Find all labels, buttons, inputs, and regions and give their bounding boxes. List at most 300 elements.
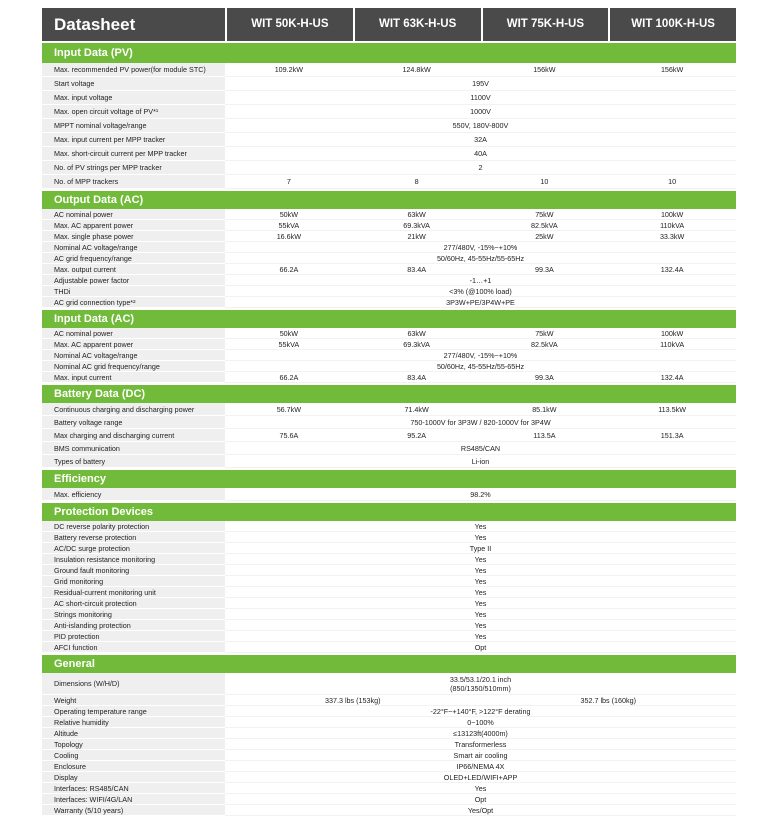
table-row (42, 576, 736, 587)
value-line: 2 (478, 163, 483, 172)
value-cell: 83.4A (353, 372, 481, 383)
value-cell-span (225, 783, 736, 794)
value-line: Yes (474, 577, 487, 586)
model-column-1: WIT 50K-H-US (225, 8, 353, 41)
value-line: Opt (474, 643, 487, 652)
value-cell-span (225, 761, 736, 772)
row-values (225, 717, 736, 728)
row-label: AC/DC surge protection (42, 543, 225, 554)
value-cell: 16.6kW (225, 231, 353, 242)
value-cell: 110kVA (608, 220, 736, 231)
row-values (225, 576, 736, 587)
table-row (42, 77, 736, 91)
value-cell: 63kW (353, 209, 481, 220)
value-line: 33.5/53.1/20.1 inch (449, 675, 512, 684)
row-values (225, 264, 736, 275)
value-cell-span (225, 488, 736, 501)
row-values (225, 147, 736, 161)
row-label: Max. open circuit voltage of PV*¹ (42, 105, 225, 119)
value-cell: 83.4A (353, 264, 481, 275)
datasheet-table (42, 8, 736, 816)
value-cell-span (225, 739, 736, 750)
row-label: Residual-current monitoring unit (42, 587, 225, 598)
row-values (225, 175, 736, 189)
row-label: Max. AC apparent power (42, 339, 225, 350)
table-row (42, 772, 736, 783)
row-values (225, 286, 736, 297)
row-values (225, 231, 736, 242)
row-values (225, 209, 736, 220)
value-line: 3P3W+PE/3P4W+PE (446, 298, 515, 307)
value-cell: 7 (225, 175, 353, 189)
table-row (42, 609, 736, 620)
row-values (225, 119, 736, 133)
row-label: AC grid frequency/range (42, 253, 225, 264)
table-row (42, 175, 736, 189)
value-cell-span (225, 91, 736, 105)
table-row (42, 673, 736, 695)
row-values (225, 403, 736, 416)
table-row (42, 521, 736, 532)
row-values (225, 706, 736, 717)
row-values (225, 739, 736, 750)
table-row (42, 739, 736, 750)
value-cell-span (225, 286, 736, 297)
table-row (42, 264, 736, 275)
row-label: Max charging and discharging current (42, 429, 225, 442)
row-values (225, 554, 736, 565)
value-line: 50/60Hz, 45-55Hz/55-65Hz (436, 254, 525, 263)
row-values (225, 429, 736, 442)
value-line: 550V, 180V-800V (452, 121, 509, 130)
row-values (225, 543, 736, 554)
value-line: Yes (474, 522, 487, 531)
row-values (225, 783, 736, 794)
row-label: Cooling (42, 750, 225, 761)
value-line: 277/480V, -15%~+10% (443, 351, 518, 360)
row-label: Dimensions (W/H/D) (42, 673, 225, 695)
value-line: Yes/Opt (467, 806, 494, 815)
value-cell: 50kW (225, 209, 353, 220)
value-cell: 156kW (608, 63, 736, 77)
table-row (42, 328, 736, 339)
row-values (225, 673, 736, 695)
row-label: Ground fault monitoring (42, 565, 225, 576)
value-line: <3% (@100% load) (449, 287, 512, 296)
value-cell-span (225, 642, 736, 653)
table-row (42, 554, 736, 565)
row-values (225, 565, 736, 576)
value-cell-span (225, 521, 736, 532)
value-line: 1100V (470, 93, 491, 102)
row-values (225, 761, 736, 772)
value-cell-half: 337.3 lbs (153kg) (225, 695, 481, 706)
row-label: Interfaces: RS485/CAN (42, 783, 225, 794)
value-cell-span (225, 772, 736, 783)
row-values (225, 77, 736, 91)
value-cell-span (225, 253, 736, 264)
row-values (225, 372, 736, 383)
row-label: AC short-circuit protection (42, 598, 225, 609)
value-cell-span (225, 598, 736, 609)
value-cell: 99.3A (481, 372, 609, 383)
row-label: Adjustable power factor (42, 275, 225, 286)
row-values (225, 532, 736, 543)
value-line: ≤13123ft(4000m) (453, 729, 508, 738)
value-cell: 69.3kVA (353, 220, 481, 231)
row-label: Topology (42, 739, 225, 750)
value-cell: 110kVA (608, 339, 736, 350)
model-column-3: WIT 75K-H-US (481, 8, 609, 41)
value-line: 750-1000V for 3P3W / 820-1000V for 3P4W (410, 418, 551, 427)
row-label: Enclosure (42, 761, 225, 772)
row-label: Operating temperature range (42, 706, 225, 717)
value-line: 32A (474, 135, 487, 144)
value-cell-span (225, 416, 736, 429)
row-label: THDi (42, 286, 225, 297)
value-cell-span (225, 620, 736, 631)
table-row (42, 339, 736, 350)
row-values (225, 220, 736, 231)
table-row (42, 532, 736, 543)
value-cell-span (225, 442, 736, 455)
value-line: Yes (474, 610, 487, 619)
table-row (42, 761, 736, 772)
row-label: Battery voltage range (42, 416, 225, 429)
value-line: OLED+LED/WIFI+APP (443, 773, 518, 782)
table-row (42, 91, 736, 105)
table-row (42, 133, 736, 147)
row-label: Anti-islanding protection (42, 620, 225, 631)
row-label: AC grid connection type*² (42, 297, 225, 308)
value-cell: 82.5kVA (481, 339, 609, 350)
value-cell: 109.2kW (225, 63, 353, 77)
row-label: Grid monitoring (42, 576, 225, 587)
value-cell: 10 (608, 175, 736, 189)
value-cell-span (225, 587, 736, 598)
row-values (225, 587, 736, 598)
row-values (225, 609, 736, 620)
value-line: Yes (474, 784, 487, 793)
row-label: Start voltage (42, 77, 225, 91)
value-cell: 71.4kW (353, 403, 481, 416)
value-cell: 50kW (225, 328, 353, 339)
table-row (42, 598, 736, 609)
table-row (42, 416, 736, 429)
datasheet-title: Datasheet (54, 15, 136, 34)
row-values (225, 598, 736, 609)
value-line: 98.2% (470, 490, 491, 499)
value-line: Yes (474, 566, 487, 575)
row-values (225, 631, 736, 642)
row-values (225, 728, 736, 739)
value-cell-span (225, 133, 736, 147)
row-label: No. of MPP trackers (42, 175, 225, 189)
value-cell-span (225, 706, 736, 717)
value-cell: 124.8kW (353, 63, 481, 77)
row-label: Max. recommended PV power(for module STC) (42, 63, 225, 77)
table-row (42, 805, 736, 816)
value-cell: 25kW (481, 231, 609, 242)
value-cell-span (225, 77, 736, 91)
table-row (42, 242, 736, 253)
table-row (42, 350, 736, 361)
table-header (42, 8, 736, 41)
row-label: Nominal AC voltage/range (42, 242, 225, 253)
table-row (42, 220, 736, 231)
table-row (42, 695, 736, 706)
value-cell-span (225, 609, 736, 620)
row-values (225, 63, 736, 77)
value-cell-span (225, 794, 736, 805)
row-label: Relative humidity (42, 717, 225, 728)
value-line: Yes (474, 555, 487, 564)
table-row (42, 105, 736, 119)
value-cell: 21kW (353, 231, 481, 242)
row-label: MPPT nominal voltage/range (42, 119, 225, 133)
value-line: Yes (474, 621, 487, 630)
row-label: Max. input voltage (42, 91, 225, 105)
row-values (225, 350, 736, 361)
value-line: Type II (469, 544, 492, 553)
table-row (42, 543, 736, 554)
table-row (42, 587, 736, 598)
table-row (42, 63, 736, 77)
section-header: Input Data (PV) (42, 43, 736, 63)
row-label: Types of battery (42, 455, 225, 468)
row-values (225, 455, 736, 468)
table-row (42, 631, 736, 642)
section-header: Battery Data (DC) (42, 385, 736, 403)
value-line: 0~100% (467, 718, 494, 727)
table-row (42, 455, 736, 468)
value-cell: 99.3A (481, 264, 609, 275)
table-row (42, 275, 736, 286)
row-label: Max. input current (42, 372, 225, 383)
row-label: AC nominal power (42, 328, 225, 339)
row-values (225, 794, 736, 805)
value-cell-span (225, 119, 736, 133)
model-column-4: WIT 100K-H-US (608, 8, 736, 41)
table-row (42, 442, 736, 455)
value-line: 277/480V, -15%~+10% (443, 243, 518, 252)
value-line: Li-ion (471, 457, 490, 466)
table-row (42, 361, 736, 372)
row-label: Max. efficiency (42, 488, 225, 501)
value-cell: 113.5A (481, 429, 609, 442)
row-values (225, 620, 736, 631)
row-values (225, 695, 736, 706)
row-label: Strings monitoring (42, 609, 225, 620)
row-label: BMS communication (42, 442, 225, 455)
row-label: Nominal AC grid frequency/range (42, 361, 225, 372)
value-cell: 100kW (608, 328, 736, 339)
value-cell-span (225, 455, 736, 468)
value-cell-span (225, 350, 736, 361)
value-cell-span (225, 161, 736, 175)
value-cell: 132.4A (608, 372, 736, 383)
row-values (225, 328, 736, 339)
table-row (42, 750, 736, 761)
row-label: PID protection (42, 631, 225, 642)
table-row (42, 642, 736, 653)
table-row (42, 706, 736, 717)
value-cell: 75kW (481, 328, 609, 339)
table-row (42, 286, 736, 297)
table-row (42, 429, 736, 442)
row-label: Battery reverse protection (42, 532, 225, 543)
row-label: Altitude (42, 728, 225, 739)
table-row (42, 119, 736, 133)
row-label: Continuous charging and discharging power (42, 403, 225, 416)
row-values (225, 105, 736, 119)
row-label: Max. input current per MPP tracker (42, 133, 225, 147)
row-values (225, 161, 736, 175)
section-header: Protection Devices (42, 503, 736, 521)
row-values (225, 442, 736, 455)
value-cell-span (225, 275, 736, 286)
value-cell: 156kW (481, 63, 609, 77)
value-cell: 100kW (608, 209, 736, 220)
value-cell-span (225, 554, 736, 565)
value-cell: 8 (353, 175, 481, 189)
table-row (42, 231, 736, 242)
table-row (42, 209, 736, 220)
table-row (42, 161, 736, 175)
row-values (225, 805, 736, 816)
table-row (42, 783, 736, 794)
value-line: 1000V (470, 107, 491, 116)
row-values (225, 361, 736, 372)
row-values (225, 275, 736, 286)
value-line: 50/60Hz, 45-55Hz/55-65Hz (436, 362, 525, 371)
value-line: Smart air cooling (453, 751, 508, 760)
value-cell: 66.2A (225, 372, 353, 383)
value-cell: 75.6A (225, 429, 353, 442)
table-row (42, 297, 736, 308)
row-label: AC nominal power (42, 209, 225, 220)
row-label: Warranty (5/10 years) (42, 805, 225, 816)
value-line: RS485/CAN (460, 444, 501, 453)
value-line: Yes (474, 599, 487, 608)
value-cell-span (225, 576, 736, 587)
value-cell: 69.3kVA (353, 339, 481, 350)
row-label: Weight (42, 695, 225, 706)
row-values (225, 242, 736, 253)
value-cell: 55kVA (225, 339, 353, 350)
value-line: Yes (474, 632, 487, 641)
row-values (225, 133, 736, 147)
table-row (42, 620, 736, 631)
value-cell: 63kW (353, 328, 481, 339)
table-row (42, 253, 736, 264)
value-cell-span (225, 673, 736, 695)
row-label: Display (42, 772, 225, 783)
row-values (225, 416, 736, 429)
value-cell-span (225, 717, 736, 728)
sections-container (42, 43, 736, 816)
table-row (42, 403, 736, 416)
row-label: DC reverse polarity protection (42, 521, 225, 532)
value-line: -1…+1 (469, 276, 492, 285)
row-values (225, 488, 736, 501)
value-cell-span (225, 728, 736, 739)
value-line: Yes (474, 588, 487, 597)
row-label: Max. output current (42, 264, 225, 275)
value-cell: 75kW (481, 209, 609, 220)
value-cell: 55kVA (225, 220, 353, 231)
value-cell-span (225, 361, 736, 372)
value-cell: 33.3kW (608, 231, 736, 242)
value-cell-span (225, 565, 736, 576)
row-label: No. of PV strings per MPP tracker (42, 161, 225, 175)
row-label: Max. short-circuit current per MPP tracker (42, 147, 225, 161)
value-line: Opt (474, 795, 487, 804)
row-label: AFCI function (42, 642, 225, 653)
value-line: -22°F~+140°F, >122°F derating (430, 707, 531, 716)
value-cell-span (225, 105, 736, 119)
row-values (225, 339, 736, 350)
value-cell-half: 352.7 lbs (160kg) (481, 695, 737, 706)
value-line: IP66/NEMA 4X (456, 762, 505, 771)
value-cell: 151.3A (608, 429, 736, 442)
value-cell-span (225, 297, 736, 308)
row-label: Interfaces: WIFI/4G/LAN (42, 794, 225, 805)
row-values (225, 297, 736, 308)
row-values (225, 772, 736, 783)
row-values (225, 253, 736, 264)
row-values (225, 750, 736, 761)
value-cell-span (225, 242, 736, 253)
section-header: Input Data (AC) (42, 310, 736, 328)
table-row (42, 372, 736, 383)
value-cell: 66.2A (225, 264, 353, 275)
section-header: General (42, 655, 736, 673)
value-cell-span (225, 750, 736, 761)
value-cell: 10 (481, 175, 609, 189)
value-cell: 95.2A (353, 429, 481, 442)
value-cell: 56.7kW (225, 403, 353, 416)
value-cell: 113.5kW (608, 403, 736, 416)
row-label: Max. single phase power (42, 231, 225, 242)
value-cell-span (225, 532, 736, 543)
value-cell: 132.4A (608, 264, 736, 275)
value-cell: 85.1kW (481, 403, 609, 416)
row-label: Insulation resistance monitoring (42, 554, 225, 565)
row-values (225, 521, 736, 532)
table-row (42, 147, 736, 161)
value-cell: 82.5kVA (481, 220, 609, 231)
value-line: Yes (474, 533, 487, 542)
value-cell-span (225, 543, 736, 554)
row-label: Nominal AC voltage/range (42, 350, 225, 361)
row-values (225, 642, 736, 653)
value-cell-span (225, 631, 736, 642)
table-row (42, 728, 736, 739)
row-label: Max. AC apparent power (42, 220, 225, 231)
model-column-2: WIT 63K-H-US (353, 8, 481, 41)
table-row (42, 565, 736, 576)
section-header: Output Data (AC) (42, 191, 736, 209)
table-row (42, 488, 736, 501)
table-row (42, 794, 736, 805)
value-cell-span (225, 147, 736, 161)
value-cell-span (225, 805, 736, 816)
section-header: Efficiency (42, 470, 736, 488)
row-values (225, 91, 736, 105)
value-line: Transformerless (454, 740, 507, 749)
table-row (42, 717, 736, 728)
